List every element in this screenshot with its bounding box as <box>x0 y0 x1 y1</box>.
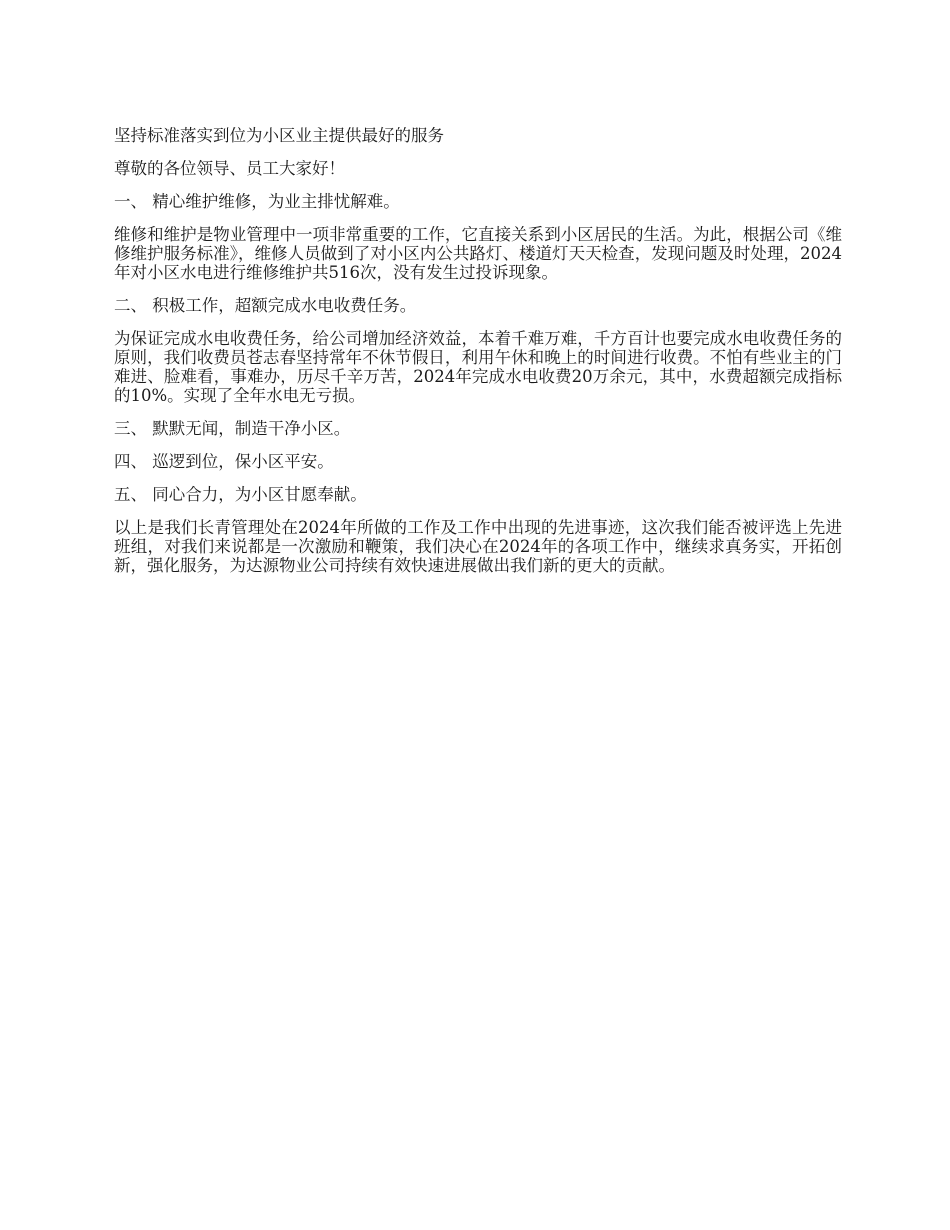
document-body <box>114 126 842 589</box>
section-heading-4: 四、 巡逻到位，保小区平安。 <box>114 452 334 471</box>
section-heading-3: 三、 默默无闻，制造干净小区。 <box>114 419 351 438</box>
section-heading-2: 二、 积极工作，超额完成水电收费任务。 <box>114 296 417 315</box>
closing-paragraph: 以上是我们长青管理处在2024年所做的工作及工作中出现的先进事迹，这次我们能否被评选上先进班组，对我们来说都是一次激励和鞭策，我们决心在2024年的各项工作中，继续求真务实，开拓创新，强化服务，为达源物业公司持续有效快速进展做出我们新的更大的贡献。 <box>114 518 842 575</box>
section-heading-1: 一、 精心维护维修，为业主排忧解难。 <box>114 192 400 211</box>
section-body-1: 维修和维护是物业管理中一项非常重要的工作，它直接关系到小区居民的生活。为此，根据公司《维修维护服务标准》，维修人员做到了对小区内公共路灯、楼道灯天天检查，发现问题及时处理，2024年对小区水电进行维修维护共516次，没有发生过投诉现象。 <box>114 225 842 282</box>
document-title: 坚持标准落实到位为小区业主提供最好的服务 <box>114 126 444 145</box>
section-heading-5: 五、 同心合力，为小区甘愿奉献。 <box>114 485 367 504</box>
section-body-2: 为保证完成水电收费任务，给公司增加经济效益，本着千难万难，千方百计也要完成水电收费任务的原则，我们收费员苍志春坚持常年不休节假日，利用午休和晚上的时间进行收费。不怕有些业主的门难进、脸难看，事难办，历尽千辛万苦，2024年完成水电收费20万余元，其中，水费超额完成指标的10%。实现了全年水电无亏损。 <box>114 329 842 405</box>
greeting: 尊敬的各位领导、员工大家好！ <box>114 159 345 178</box>
